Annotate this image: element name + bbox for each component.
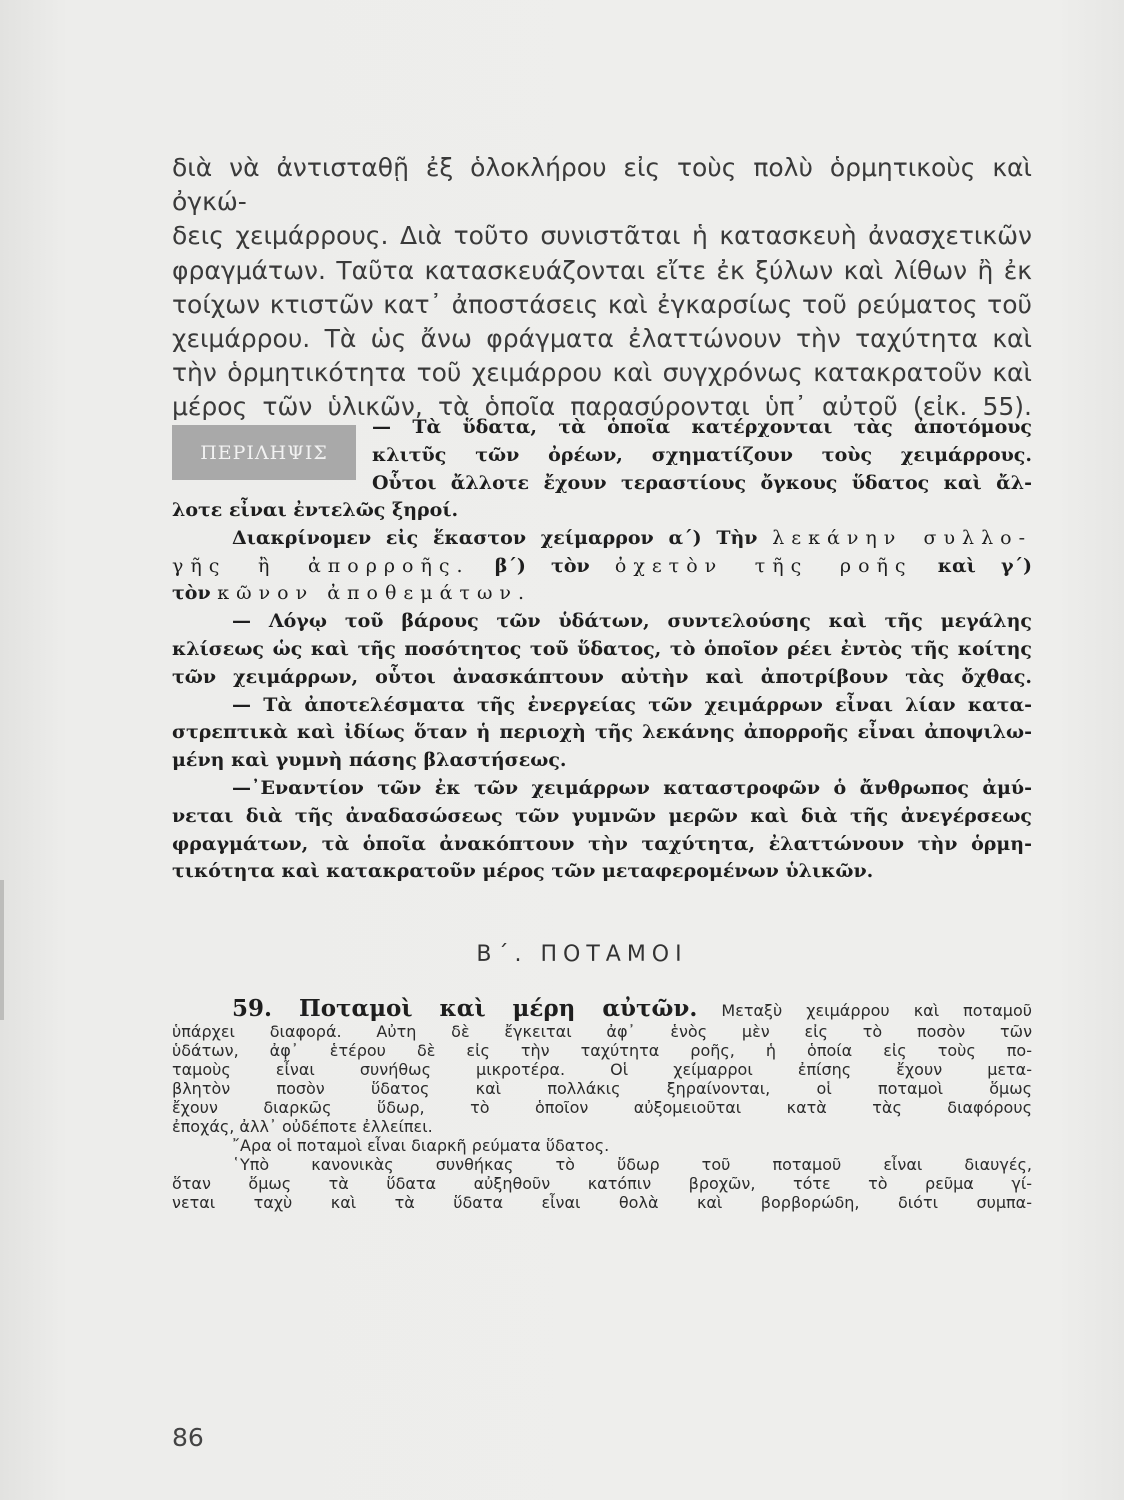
intro-line: φραγμάτων. Ταῦτα κατασκευάζονται εἴτε ἐκ ξύλων καὶ λίθων ἢ ἐκ bbox=[172, 255, 1032, 285]
parts-intro: Διακρίνομεν εἰς ἕκαστον χείμαρρον α΄) Τὴν bbox=[232, 526, 758, 549]
section-body bbox=[172, 995, 1032, 1212]
summary-body bbox=[172, 497, 1032, 886]
intro-line: τὴν ὁρμητικότητα τοῦ χειμάρρου καὶ συγχρόνως κατακρατοῦν καὶ bbox=[172, 358, 1032, 388]
intro-line: δεις χειμάρρους. Διὰ τοῦτο συνιστᾶται ἡ κατασκευὴ ἀνασχετικῶν bbox=[172, 221, 1032, 251]
summary-line: κλίσεως ὡς καὶ τῆς ποσότητος τοῦ ὕδατος, τὸ ὁποῖον ρέει ἐντὸς τῆς κοίτης bbox=[172, 637, 1032, 660]
parts-tov: τὸν bbox=[172, 582, 211, 605]
section-line: ταμοὺς εἶναι συνήθως μικροτέρα. Οἱ χείμαρροι ἐπίσης ἔχουν μετα- bbox=[172, 1060, 1032, 1079]
summary-line: —᾿Εναντίον τῶν ἐκ τῶν χειμάρρων καταστροφῶν ὁ ἄνθρωπος ἀμύ- bbox=[232, 776, 1032, 799]
final-line: νεται ταχὺ καὶ τὰ ὕδατα εἶναι θολὰ καὶ βορβορώδη, διότι συμπα- bbox=[172, 1193, 1032, 1212]
final-line: ὅταν ὅμως τὰ ὕδατα αὐξηθοῦν κατόπιν βροχῶν, τότε τὸ ρεῦμα γί- bbox=[172, 1174, 1032, 1193]
section-line: ἔχουν διαρκῶς ὕδωρ, τὸ ὁποῖον αὐξομειοῦται κατὰ τὰς διαφόρους bbox=[172, 1098, 1032, 1117]
intro-line: τοίχων κτιστῶν κατ᾿ ἀποστάσεις καὶ ἐγκαρσίως τοῦ ρεύματος τοῦ bbox=[172, 289, 1032, 319]
parts-c-label: καὶ γ΄) bbox=[937, 554, 1033, 577]
section-line: ὑπάρχει διαφορά. Αὐτη δὲ ἔγκειται ἀφ᾿ ἑνὸς μὲν εἰς τὸ ποσὸν τῶν bbox=[172, 1022, 1032, 1041]
section-line: βλητὸν ποσὸν ὕδατος καὶ πολλάκις ξηραίνονται, οἱ ποταμοὶ ὅμως bbox=[172, 1079, 1032, 1098]
term-basin: λεκάνην συλλο- bbox=[772, 526, 1032, 549]
parts-line-2 bbox=[172, 553, 1032, 581]
section-title: 59. Ποταμοὶ καὶ μέρη αὐτῶν. bbox=[232, 995, 698, 1022]
summary-line: Οὗτοι ἄλλοτε ἔχουν τεραστίους ὄγκους ὕδατος καὶ ἄλ- bbox=[372, 471, 1032, 494]
intro-line: μέρος τῶν ὑλικῶν, τὰ ὁποῖα παρασύρονται ὑπ᾿ αὐτοῦ (εἰκ. 55). bbox=[172, 392, 1032, 422]
section-line: ἐποχάς, ἀλλ᾿ οὐδέποτε ἐλλείπει. bbox=[172, 1117, 433, 1136]
summary-line: — Λόγῳ τοῦ βάρους τῶν ὑδάτων, συντελούσης καὶ τῆς μεγάλης bbox=[232, 610, 1032, 633]
summary-line: — Τὰ ὕδατα, τὰ ὁποῖα κατέρχονται τὰς ἀποτόμους bbox=[372, 416, 1032, 438]
summary-line: μένη καὶ γυμνὴ πάσης βλαστήσεως. bbox=[172, 749, 567, 772]
summary-line: φραγμάτων, τὰ ὁποῖα ἀνακόπτουν τὴν ταχύτητα, ἐλαττώνουν τὴν ὁρμη- bbox=[172, 832, 1032, 855]
summary-line: νεται διὰ τῆς ἀναδασώσεως τῶν γυμνῶν μερῶν καὶ διὰ τῆς ἀνεγέρσεως bbox=[172, 804, 1032, 827]
summary-line: λοτε εἶναι ἐντελῶς ξηροί. bbox=[172, 499, 459, 521]
summary-line: τικότητα καὶ κατακρατοῦν μέρος τῶν μεταφερομένων ὑλικῶν. bbox=[172, 860, 874, 883]
intro-line: χειμάρρου. Τὰ ὡς ἄνω φράγματα ἐλαττώνουν τὴν ταχύτητα καὶ bbox=[172, 324, 1032, 354]
parts-b-label: β΄) τὸν bbox=[494, 554, 590, 577]
section-line: ὑδάτων, ἀφ᾿ ἑτέρου δὲ εἰς τὴν ταχύτητα ροῆς, ἡ ὁποία εἰς τοὺς πο- bbox=[172, 1041, 1032, 1060]
term-channel: ὀχετὸν τῆς ροῆς bbox=[614, 554, 913, 577]
definition-line: ῎Αρα οἱ ποταμοὶ εἶναι διαρκῆ ρεύματα ὕδατος. bbox=[232, 1136, 610, 1155]
term-basin-cont: γῆς ἢ ἀπορροῆς. bbox=[172, 554, 470, 577]
section-first-line-text: Μεταξὺ χειμάρρου καὶ ποταμοῦ bbox=[721, 1001, 1033, 1020]
intro-paragraph bbox=[172, 151, 1032, 425]
summary-line: κλιτῦς τῶν ὀρέων, σχηματίζουν τοὺς χειμάρρους. bbox=[372, 443, 1032, 466]
page-edge-shadow bbox=[0, 880, 4, 1020]
summary-line: τῶν χειμάρρων, οὗτοι ἀνασκάπτουν αὐτὴν καὶ ἀποτρίβουν τὰς ὄχθας. bbox=[172, 665, 1032, 688]
page-number: 86 bbox=[172, 1423, 204, 1452]
section-first-line bbox=[172, 995, 1032, 1022]
section-heading: Β΄. ΠΟΤΑΜΟΙ bbox=[476, 942, 688, 967]
summary-label: ΠΕΡΙΛΗΨΙΣ bbox=[172, 425, 356, 480]
summary-line: — Τὰ ἀποτελέσματα τῆς ἐνεργείας τῶν χειμάρρων εἶναι λίαν κατα- bbox=[232, 693, 1032, 716]
parts-line-3 bbox=[172, 580, 1032, 608]
summary-line: στρεπτικὰ καὶ ἰδίως ὅταν ἡ περιοχὴ τῆς λεκάνης ἀπορροῆς εἶναι ἀποψιλω- bbox=[172, 721, 1032, 744]
parts-line-1 bbox=[172, 525, 1032, 553]
final-line: ῾Υπὸ κανονικὰς συνθήκας τὸ ὕδωρ τοῦ ποταμοῦ εἶναι διαυγές, bbox=[232, 1155, 1032, 1174]
term-cone: κῶνον ἀποθεμάτων. bbox=[217, 582, 532, 605]
summary-indented bbox=[372, 414, 1032, 497]
intro-line: διὰ νὰ ἀντισταθῇ ἐξ ὁλοκλήρου εἰς τοὺς πολὺ ὁρμητικοὺς καὶ ὀγκώ- bbox=[172, 153, 1032, 217]
